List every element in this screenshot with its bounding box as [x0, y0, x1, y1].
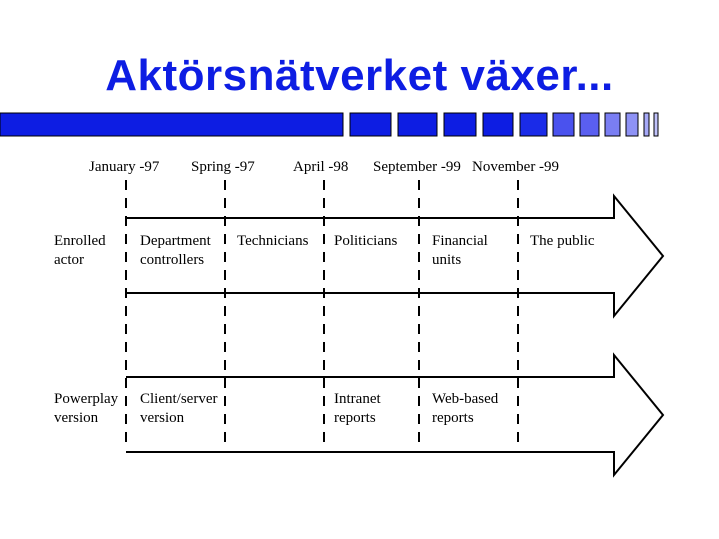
cell-line: reports — [432, 410, 474, 426]
header-bar-block — [520, 113, 547, 136]
cell-line: Intranet — [334, 391, 381, 407]
row-label-line: actor — [54, 252, 84, 268]
powerplay-version-arrow — [126, 355, 663, 475]
cell-line: Politicians — [334, 233, 398, 249]
cell-text — [140, 391, 221, 426]
row-powerplay-version — [54, 391, 502, 426]
header-bar-block — [398, 113, 437, 136]
date-label: April -98 — [293, 159, 349, 175]
header-bar-block — [444, 113, 476, 136]
header-bar-block — [605, 113, 620, 136]
header-bar-block — [580, 113, 599, 136]
cell-line: version — [140, 410, 185, 426]
header-bar-block — [553, 113, 574, 136]
cell-text — [140, 233, 215, 268]
slide-title: Aktörsnätverket växer... — [105, 51, 614, 100]
cell-line: Department — [140, 233, 211, 249]
cell-text — [334, 391, 384, 426]
enrolled-actor-arrow — [126, 196, 663, 316]
date-label: Spring -97 — [191, 159, 255, 175]
cell-text — [432, 391, 502, 426]
row-label-line: Powerplay — [54, 391, 119, 407]
cell-line: Financial — [432, 233, 488, 249]
cell-text — [237, 233, 309, 249]
cell-line: Web-based — [432, 391, 499, 407]
row-label — [54, 233, 109, 268]
header-bar-block — [350, 113, 391, 136]
header-bar-block — [654, 113, 658, 136]
cell-line: Client/server — [140, 391, 218, 407]
cell-line: reports — [334, 410, 376, 426]
row-label-line: version — [54, 410, 99, 426]
cell-text — [432, 233, 492, 268]
cell-line: The public — [530, 233, 595, 249]
header-bar — [0, 113, 658, 136]
cell-line: controllers — [140, 252, 205, 268]
date-labels — [89, 159, 559, 175]
header-bar-main — [0, 113, 343, 136]
header-bar-block — [626, 113, 638, 136]
cell-text — [334, 233, 397, 249]
cell-line: units — [432, 252, 462, 268]
date-label: November -99 — [472, 159, 560, 175]
row-label-line: Enrolled — [54, 233, 106, 249]
date-label: January -97 — [89, 159, 160, 175]
cell-text — [530, 233, 595, 249]
cell-line: Technicians — [237, 233, 309, 249]
header-bar-block — [644, 113, 649, 136]
date-label: September -99 — [373, 159, 461, 175]
row-label — [54, 391, 122, 426]
header-bar-block — [483, 113, 513, 136]
